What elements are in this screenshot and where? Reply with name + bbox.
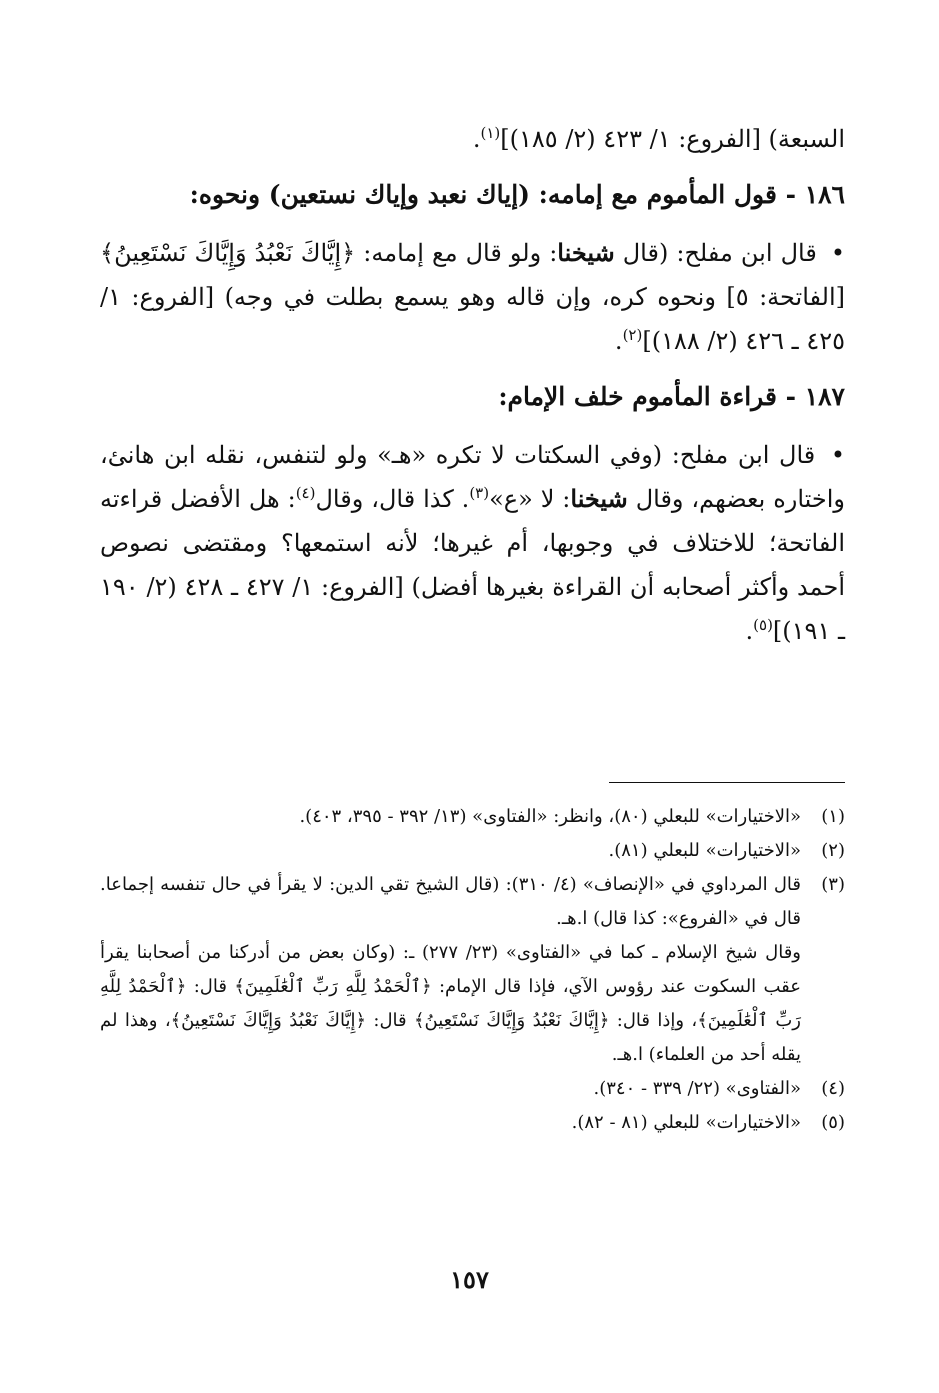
continuation-line (100, 118, 845, 161)
footnote-line: «الاختيارات» للبعلي (٨١ - ٨٢). (571, 1112, 801, 1133)
footnote-2 (100, 834, 845, 868)
shaykh-label: شيخنا (557, 238, 615, 267)
para-text: : لا «ع» (489, 485, 571, 513)
section-187-paragraph (100, 433, 845, 653)
footnote-ref-4: (٤) (295, 484, 316, 502)
footnote-3 (100, 868, 845, 1072)
footnote-1 (100, 800, 845, 834)
para-text: قال ابن مفلح: (قال (622, 239, 817, 267)
footnote-ref-2: (٢) (622, 326, 643, 344)
footnote-line: وقال شيخ الإسلام ـ كما في «الفتاوى» (٢٣/ ٢٧٧) ـ: (وكان بعض من أدركنا من أصحابنا يقرأ عقب السكوت عند رؤوس الآي، فإذا قال الإمام: ﴿ٱلْحَمْدُ لِلَّهِ رَبِّ ٱلْعَٰلَمِينَ﴾ قال: ﴿ٱلْحَمْدُ لِلَّهِ رَبِّ ٱلْعَٰلَمِينَ﴾، وإذا قال: ﴿إِيَّاكَ نَعْبُدُ وَإِيَّاكَ نَسْتَعِينُ﴾ قال: ﴿إِيَّاكَ نَعْبُدُ وَإِيَّاكَ نَسْتَعِينُ﴾، وهذا لم يقله أحد من العلماء) ا.هـ. (100, 942, 801, 1065)
footnote-4 (100, 1072, 845, 1106)
section-186-heading: ١٨٦ - قول المأموم مع إمامه: (إياك نعبد وإياك نستعين) ونحوه: (189, 180, 845, 209)
footnote-number: (٥) (821, 1112, 845, 1133)
para-text: : هل الأفضل قراءته الفاتحة؛ للاختلاف في وجوبها، أم غيرها؛ لأنه استمعها؟ ومقتضى نصوص أحمد وأكثر أصحابه أن القراءة بغيرها أفضل) [الفروع: ١/ ٤٢٧ ـ ٤٢٨ (٢/ ١٩٠ ـ ١٩١)] (100, 485, 846, 645)
footnote-text (100, 800, 801, 834)
footnote-text (100, 834, 801, 868)
footnote-number: (٣) (821, 874, 845, 895)
footnotes (100, 800, 845, 1140)
bullet-icon: • (830, 441, 845, 469)
footnote-ref-1: (١) (480, 124, 501, 142)
footnote-5 (100, 1106, 845, 1140)
footnote-text (100, 1072, 801, 1106)
footnote-number: (١) (821, 806, 845, 827)
continuation-text: السبعة) [الفروع: ١/ ٤٢٣ (٢/ ١٨٥)] (500, 125, 845, 153)
page-number: ١٥٧ (450, 1265, 489, 1294)
footnote-line: «الفتاوى» (٢٢/ ٣٣٩ - ٣٤٠). (593, 1078, 801, 1099)
footnote-number: (٢) (821, 840, 845, 861)
para-end: . (614, 327, 623, 355)
continuation-end: . (472, 125, 481, 153)
section-186-paragraph (100, 231, 845, 363)
footnote-text (100, 868, 801, 1072)
para-text: قال ابن مفلح: (وفي السكتات لا تكره «هـ» ولو لتنفس، نقله ابن هانئ، واختاره بعضهم، وقال (100, 441, 845, 513)
footnote-line: «الاختيارات» للبعلي (٨٠)، وانظر: «الفتاوى» (١٣/ ٣٩٢ - ٣٩٥، ٤٠٣). (299, 806, 801, 827)
footnote-ref-5: (٥) (753, 616, 773, 634)
bullet-icon: • (830, 239, 845, 267)
para-text: . كذا قال، وقال (315, 485, 470, 513)
section-187-heading: ١٨٧ - قراءة المأموم خلف الإمام: (498, 382, 845, 411)
para-text: : ولو قال مع إمامه: ﴿إِيَّاكَ نَعْبُدُ وَإِيَّاكَ نَسْتَعِينُ﴾ [الفاتحة: ٥] ونحوه كره، وإن قاله وهو يسمع بطلت في وجه) [الفروع: ١/ ٤٢٥ ـ ٤٢٦ (٢/ ١٨٨)] (100, 239, 845, 355)
main-text (100, 118, 845, 665)
para-end: . (745, 617, 754, 645)
footnote-ref-3: (٣) (469, 484, 490, 502)
footnote-text (100, 1106, 801, 1140)
footnote-line: قال المرداوي في «الإنصاف» (٤/ ٣١٠): (قال الشيخ تقي الدين: لا يقرأ في حال تنفسه إجماعا. قال في «الفروع»: كذا قال) ا.هـ. (100, 874, 801, 929)
footnote-divider (609, 782, 845, 783)
footnote-line: «الاختيارات» للبعلي (٨١). (608, 840, 801, 861)
footnote-number: (٤) (821, 1078, 845, 1099)
shaykh-label: شيخنا (570, 484, 628, 513)
